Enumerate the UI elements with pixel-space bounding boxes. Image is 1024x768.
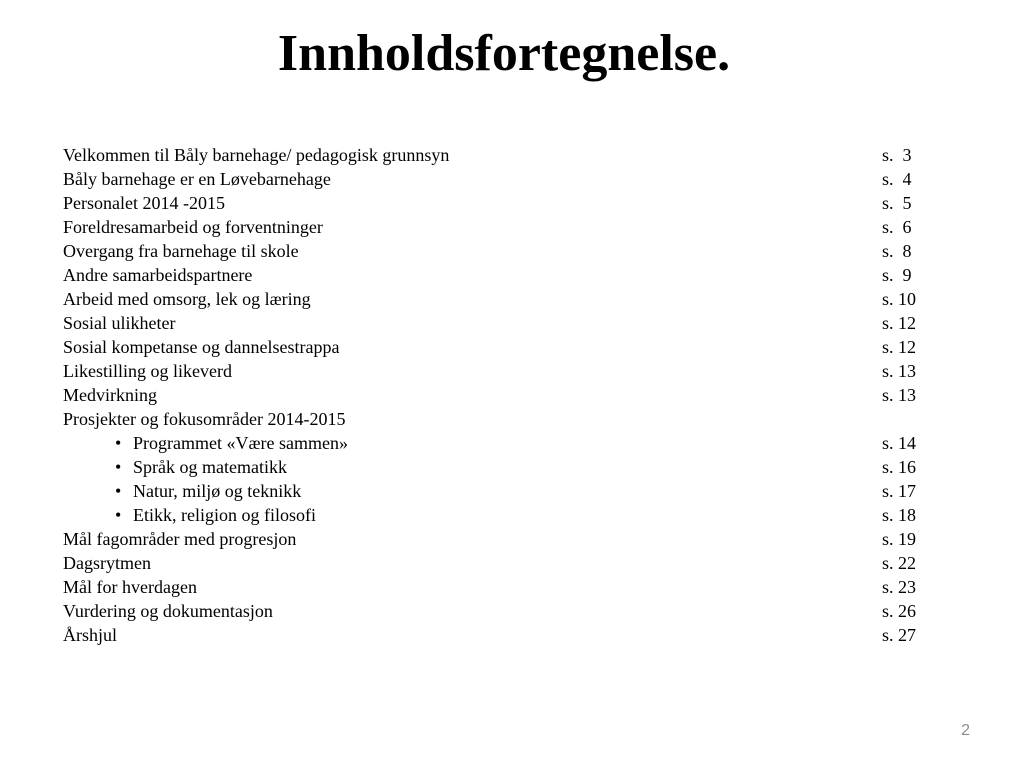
toc-item-label: Programmet «Være sammen»: [133, 433, 348, 453]
toc-item-label: Mål for hverdagen: [63, 577, 197, 597]
toc-item-label: Båly barnehage er en Løvebarnehage: [63, 169, 331, 189]
page-title: Innholdsfortegnelse.: [277, 25, 731, 82]
toc-subitem: [63, 431, 943, 455]
toc-item-page: s. 6: [882, 217, 912, 237]
toc-item: [63, 575, 943, 599]
toc-item-page: s. 13: [882, 361, 917, 381]
toc-item-label: Velkommen til Båly barnehage/ pedagogisk grunnsyn: [63, 145, 450, 165]
toc-item: [63, 191, 943, 215]
toc-item: [63, 143, 943, 167]
toc-item-label: Likestilling og likeverd: [63, 361, 232, 381]
toc-item: [63, 263, 943, 287]
table-of-contents: [63, 143, 943, 647]
toc-item-label: Natur, miljø og teknikk: [133, 481, 302, 501]
toc-item: [63, 599, 943, 623]
toc-item-label: Etikk, religion og filosofi: [133, 505, 316, 525]
slide-page-number: 2: [961, 722, 970, 739]
toc-item-page: s. 13: [882, 385, 917, 405]
bullet-icon: •: [115, 457, 122, 477]
toc-item-page: s. 12: [882, 313, 917, 333]
toc-item-page: s. 8: [882, 241, 912, 261]
toc-item-label: Medvirkning: [63, 385, 157, 405]
bullet-icon: •: [115, 505, 122, 525]
toc-item: [63, 335, 943, 359]
toc-item-page: s. 19: [882, 529, 917, 549]
toc-item-page: s. 3: [882, 145, 912, 165]
toc-subitem: [63, 503, 943, 527]
toc-subitem: [63, 455, 943, 479]
toc-item-page: s. 26: [882, 601, 917, 621]
toc-item-label: Andre samarbeidspartnere: [63, 265, 253, 285]
bullet-icon: •: [115, 481, 122, 501]
toc-item-label: Sosial ulikheter: [63, 313, 176, 333]
bullet-icon: •: [115, 433, 122, 453]
toc-item-label: Prosjekter og fokusområder 2014-2015: [63, 409, 346, 429]
toc-item-label: Personalet 2014 -2015: [63, 193, 225, 213]
toc-item-page: s. 5: [882, 193, 912, 213]
toc-item-page: s. 4: [882, 169, 912, 189]
toc-item: [63, 359, 943, 383]
toc-item-label: Overgang fra barnehage til skole: [63, 241, 299, 261]
toc-item-label: Språk og matematikk: [133, 457, 287, 477]
toc-item-page: s. 22: [882, 553, 917, 573]
toc-item-label: Sosial kompetanse og dannelsestrappa: [63, 337, 340, 357]
toc-item-label: Dagsrytmen: [63, 553, 151, 573]
toc-item-page: s. 10: [882, 289, 917, 309]
toc-item-label: Vurdering og dokumentasjon: [63, 601, 273, 621]
toc-item-page: s. 18: [882, 505, 917, 525]
toc-item-label: Arbeid med omsorg, lek og læring: [63, 289, 311, 309]
toc-item-page: s. 27: [882, 625, 917, 645]
toc-item: [63, 527, 943, 551]
toc-item: [63, 551, 943, 575]
toc-item-page: s. 16: [882, 457, 917, 477]
toc-item: [63, 167, 943, 191]
toc-item: [63, 215, 943, 239]
toc-item-page: s. 23: [882, 577, 917, 597]
toc-item: [63, 287, 943, 311]
toc-item-page: s. 9: [882, 265, 912, 285]
toc-item-label: Mål fagområder med progresjon: [63, 529, 297, 549]
toc-item: [63, 383, 943, 407]
toc-item-label: Årshjul: [63, 625, 117, 645]
toc-item-page: s. 14: [882, 433, 917, 453]
toc-item-page: s. 12: [882, 337, 917, 357]
toc-item: [63, 623, 943, 647]
toc-item-page: s. 17: [882, 481, 917, 501]
toc-item-label: Foreldresamarbeid og forventninger: [63, 217, 323, 237]
toc-item: [63, 407, 943, 431]
toc-subitem: [63, 479, 943, 503]
toc-item: [63, 239, 943, 263]
toc-item: [63, 311, 943, 335]
